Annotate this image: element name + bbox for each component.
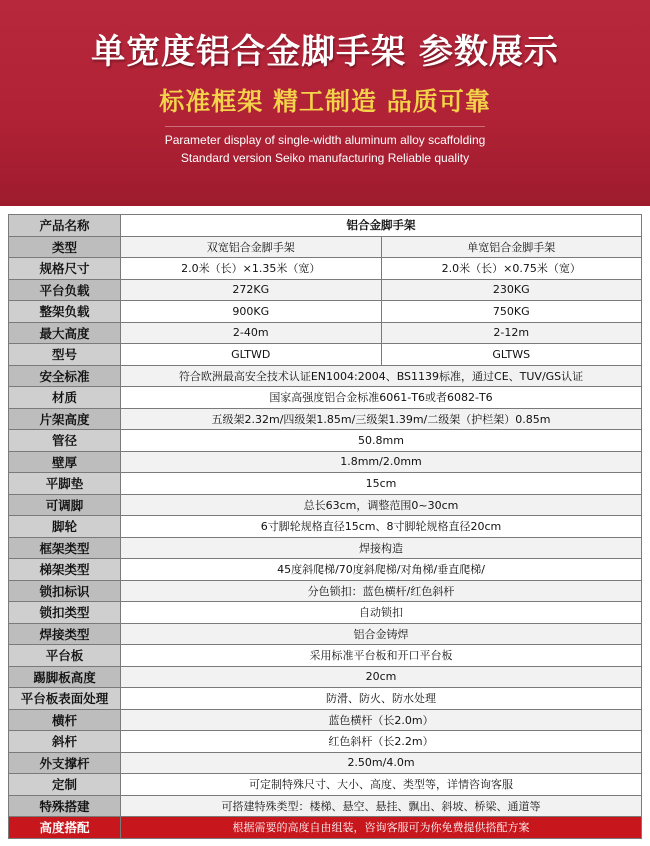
divider: [165, 126, 485, 127]
row-value: 五级架2.32m/四级架1.85m/三级架1.39m/二级架（护栏架）0.85m: [121, 408, 642, 430]
english-subtitle-2: Standard version Seiko manufacturing Reliable quality: [180, 151, 470, 165]
table-row: [9, 709, 642, 731]
row-value: 总长63cm，调整范围0~30cm: [121, 494, 642, 516]
row-value: 可定制特殊尺寸、大小、高度、类型等，详情咨询客服: [121, 774, 642, 796]
row-value: 铝合金铸焊: [121, 623, 642, 645]
row-value-double: GLTWD: [121, 344, 382, 366]
row-key: 高度搭配: [9, 817, 121, 839]
table-row: [9, 516, 642, 538]
row-value: 铝合金脚手架: [121, 215, 642, 237]
row-key: 壁厚: [9, 451, 121, 473]
row-key: 焊接类型: [9, 623, 121, 645]
table-row: [9, 365, 642, 387]
spec-table-container: [8, 214, 642, 839]
row-key: 平台板: [9, 645, 121, 667]
row-key: 材质: [9, 387, 121, 409]
table-row: [9, 258, 642, 280]
english-subtitle-1: Parameter display of single-width aluminum alloy scaffolding: [164, 133, 486, 147]
table-row: [9, 623, 642, 645]
row-value: 符合欧洲最高安全技术认证EN1004:2004、BS1139标准，通过CE、TUV/GS认证: [121, 365, 642, 387]
row-value: 根据需要的高度自由组装，咨询客服可为你免费提供搭配方案: [121, 817, 642, 839]
row-value: 分色锁扣：蓝色横杆/红色斜杆: [121, 580, 642, 602]
row-key: 型号: [9, 344, 121, 366]
row-value: 国家高强度铝合金标准6061-T6或者6082-T6: [121, 387, 642, 409]
table-row: [9, 473, 642, 495]
row-key: 规格尺寸: [9, 258, 121, 280]
page-title: 单宽度铝合金脚手架 参数展示: [91, 32, 559, 72]
table-row: [9, 408, 642, 430]
table-row: [9, 451, 642, 473]
table-row: [9, 387, 642, 409]
table-row: [9, 494, 642, 516]
table-row: [9, 580, 642, 602]
table-row: [9, 322, 642, 344]
row-value-single: 2-12m: [381, 322, 642, 344]
row-value: 蓝色横杆（长2.0m）: [121, 709, 642, 731]
row-value-single: 2.0米（长）×0.75米（宽）: [381, 258, 642, 280]
table-row: [9, 236, 642, 258]
table-row: [9, 344, 642, 366]
row-key: 安全标准: [9, 365, 121, 387]
row-value-double: 2-40m: [121, 322, 382, 344]
row-value: 焊接构造: [121, 537, 642, 559]
row-key: 平台板表面处理: [9, 688, 121, 710]
table-row: [9, 301, 642, 323]
row-value: 2.50m/4.0m: [121, 752, 642, 774]
table-row: [9, 774, 642, 796]
row-key: 横杆: [9, 709, 121, 731]
row-key: 定制: [9, 774, 121, 796]
row-key: 平脚垫: [9, 473, 121, 495]
table-row: [9, 279, 642, 301]
row-key: 最大高度: [9, 322, 121, 344]
row-key: 锁扣类型: [9, 602, 121, 624]
row-value-double: 272KG: [121, 279, 382, 301]
row-value: 采用标准平台板和开口平台板: [121, 645, 642, 667]
row-key: 踢脚板高度: [9, 666, 121, 688]
row-value: 可搭建特殊类型：楼梯、悬空、悬挂、飘出、斜坡、桥梁、通道等: [121, 795, 642, 817]
row-value: 20cm: [121, 666, 642, 688]
row-key: 框架类型: [9, 537, 121, 559]
table-row: [9, 430, 642, 452]
row-value-single: GLTWS: [381, 344, 642, 366]
row-value-double: 900KG: [121, 301, 382, 323]
header-banner: [0, 0, 650, 206]
row-key: 管径: [9, 430, 121, 452]
row-value: 45度斜爬梯/70度斜爬梯/对角梯/垂直爬梯/: [121, 559, 642, 581]
row-value-double: 2.0米（长）×1.35米（宽）: [121, 258, 382, 280]
row-value-single: 单宽铝合金脚手架: [381, 236, 642, 258]
table-header-row: [9, 215, 642, 237]
row-key: 外支撑杆: [9, 752, 121, 774]
table-row: [9, 559, 642, 581]
row-key: 可调脚: [9, 494, 121, 516]
row-value: 自动锁扣: [121, 602, 642, 624]
table-row: [9, 731, 642, 753]
table-row: [9, 688, 642, 710]
row-key: 整架负载: [9, 301, 121, 323]
page-subtitle: 标准框架 精工制造 品质可靠: [159, 87, 491, 116]
row-value-double: 双宽铝合金脚手架: [121, 236, 382, 258]
row-key: 脚轮: [9, 516, 121, 538]
table-row-highlight: [9, 817, 642, 839]
spec-table: [8, 214, 642, 839]
row-key: 锁扣标识: [9, 580, 121, 602]
row-key: 斜杆: [9, 731, 121, 753]
table-row: [9, 537, 642, 559]
row-key: 梯架类型: [9, 559, 121, 581]
row-key: 类型: [9, 236, 121, 258]
row-value-single: 230KG: [381, 279, 642, 301]
row-value: 红色斜杆（长2.2m）: [121, 731, 642, 753]
table-row: [9, 666, 642, 688]
row-value: 1.8mm/2.0mm: [121, 451, 642, 473]
table-row: [9, 602, 642, 624]
row-value-single: 750KG: [381, 301, 642, 323]
row-value: 防滑、防火、防水处理: [121, 688, 642, 710]
table-row: [9, 645, 642, 667]
table-row: [9, 795, 642, 817]
row-value: 6寸脚轮规格直径15cm、8寸脚轮规格直径20cm: [121, 516, 642, 538]
row-value: 50.8mm: [121, 430, 642, 452]
table-row: [9, 752, 642, 774]
row-key: 平台负载: [9, 279, 121, 301]
row-key: 特殊搭建: [9, 795, 121, 817]
row-value: 15cm: [121, 473, 642, 495]
row-key: 产品名称: [9, 215, 121, 237]
row-key: 片架高度: [9, 408, 121, 430]
